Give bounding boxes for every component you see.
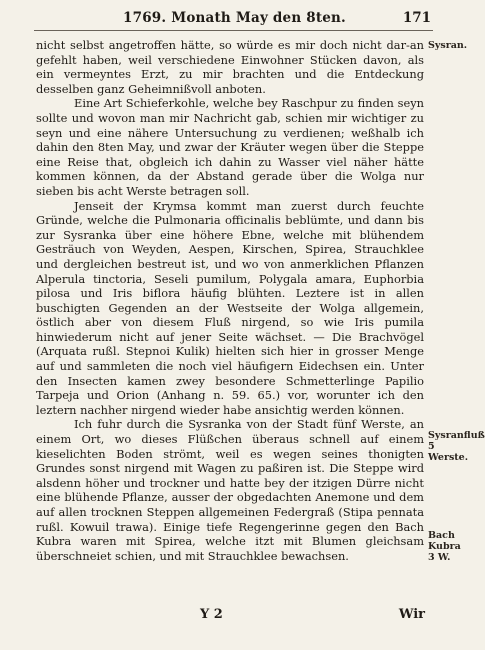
paragraph-sysranka: Ich fuhr durch die Sysranka von der Stadt fünf Werste, an einem Ort, wo dieses Flüßchen überaus schnell auf einem kieselichten Boden strömt, weil es wegen seines thonigten Grundes sonst nirgend mit Wagen zu paßiren ist. Die Steppe wird alsdenn höher und trockner und hatte bey der itzigen Dürre nicht eine blühende Pflanze, ausser der obgedachten Anemone und dem auf allen trocknen Steppen allgemeinen Federgraß (Stipa pennata rußl. Kowuil trawa). Einige tiefe Regengerinne gegen den Bach Kubra waren mit Spirea, welche itzt mit Blumen gleichsam überschneiet schien, und mit Strauchklee bewachsen. xyxy=(36,417,424,563)
header-title: 1769. Monath May den 8ten. xyxy=(123,10,346,26)
margin-note-kubra: Bach Kubra 3 W. xyxy=(428,530,461,563)
page-footer xyxy=(0,607,469,627)
margin-note-sysran: Sysran. xyxy=(428,40,468,51)
page-number: 171 xyxy=(402,10,431,26)
margin-note-sysranfluss: Sysranfluß 5 Werste. xyxy=(428,430,485,463)
header-rule xyxy=(34,30,433,31)
signature-mark: Y 2 xyxy=(200,607,223,622)
running-header xyxy=(0,10,469,30)
body-text xyxy=(36,38,424,563)
catchword: Wir xyxy=(398,607,425,622)
paragraph-krymsa: Jenseit der Krymsa kommt man zuerst durch feuchte Gründe, welche die Pulmonaria officinalis beblümte, und dann bis zur Sysranka über eine höhere Ebne, welche mit blühendem Gesträuch von Weyden, Aespen, Kirschen, Spirea, Strauchklee und dergleichen bestreut ist, und wo von anmerklichen Pflanzen Alperula tinctoria, Seseli pumilum, Polygala amara, Euphorbia pilosa und Iris biflora häufig blühten. Leztere ist in allen buschigten Gegenden an der Westseite der Wolga allgemein, östlich aber von diesem Fluß nirgend, so wie Iris pumila hinwiederum nicht auf jener Seite wächset. — Die Brachvögel (Arquata rußl. Stepnoi Kulik) hielten sich hier in grosser Menge auf und sammleten die noch viel häufigern Eidechsen ein. Unter den Insecten kamen zwey besondere Schmetterlinge Papilio Tarpeja und Orion (Anhang n. 59. 65.) vor, worunter ich den leztern nachher nirgend wieder habe ansichtig werden können. xyxy=(36,198,424,417)
paragraph-schieferkohle: Eine Art Schieferkohle, welche bey Raschpur zu finden seyn sollte und wovon man mir Nachricht gab, schien mir wichtiger zu seyn und eine nähere Untersuchung zu verdienen; weßhalb ich dahin den 8ten May, und zwar der Kräuter wegen über die Steppe eine Reise that, obgleich ich dahin zu Wasser viel näher hätte kommen können, da der Abstand gerade über die Wolga nur sieben bis acht Werste betragen soll. xyxy=(36,96,424,198)
paragraph-continuation: nicht selbst angetroffen hätte, so würde es mir doch nicht dar-an gefehlt haben, weil verschiedene Einwohner Stücken davon, als ein vermeyntes Erzt, zu mir brachten und die Entdeckung desselben ganz Geheimnißvoll anboten. xyxy=(36,38,424,96)
